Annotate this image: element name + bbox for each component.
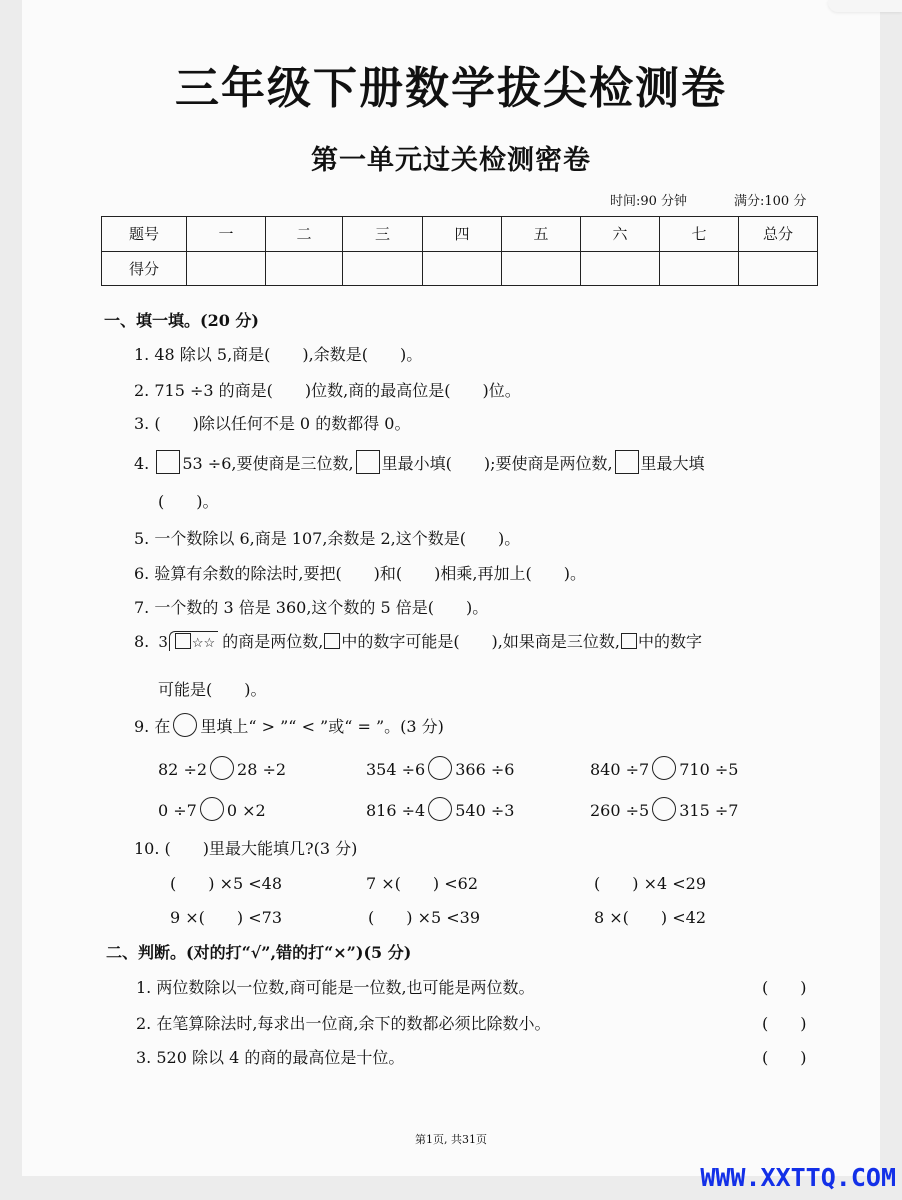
score-cell: 五 bbox=[502, 217, 581, 252]
watermark: WWW.XXTTQ.COM bbox=[700, 1163, 896, 1192]
score-cell: 题号 bbox=[102, 217, 187, 252]
compare-right: 540 ÷3 bbox=[455, 801, 515, 820]
compare-item bbox=[590, 756, 738, 780]
compare-left: 0 ÷7 bbox=[158, 801, 197, 820]
fill-item[interactable]: 9 ×( ) <73 bbox=[170, 908, 283, 927]
page-footer: 第1页, 共31页 bbox=[415, 1133, 487, 1146]
score-cell: 得分 bbox=[102, 251, 187, 286]
compare-circle[interactable] bbox=[652, 756, 676, 780]
score-input-cell[interactable] bbox=[423, 251, 502, 286]
compare-item bbox=[158, 756, 286, 780]
score-cell: 二 bbox=[266, 217, 343, 252]
compare-right: 710 ÷5 bbox=[679, 760, 739, 779]
division-bracket bbox=[169, 631, 218, 651]
question-4-continued: ( )。 bbox=[158, 492, 219, 511]
answer-box[interactable] bbox=[156, 450, 180, 474]
compare-left: 840 ÷7 bbox=[590, 760, 650, 779]
question-8 bbox=[134, 629, 702, 652]
fill-item[interactable]: ( ) ×4 <29 bbox=[594, 874, 707, 893]
compare-circle[interactable] bbox=[428, 756, 452, 780]
score-cell: 总分 bbox=[739, 217, 818, 252]
question-2: 2. 715 ÷3 的商是( )位数,商的最高位是( )位。 bbox=[134, 381, 521, 400]
judge-blank[interactable]: ( ) bbox=[762, 978, 807, 997]
digit-box-ref bbox=[324, 633, 340, 649]
score-cell: 四 bbox=[423, 217, 502, 252]
compare-circle[interactable] bbox=[200, 797, 224, 821]
judge-item: 1. 两位数除以一位数,商可能是一位数,也可能是两位数。 bbox=[136, 978, 535, 997]
question-9 bbox=[134, 713, 444, 737]
compare-item bbox=[590, 797, 738, 821]
question-6: 6. 验算有余数的除法时,要把( )和( )相乘,再加上( )。 bbox=[134, 564, 586, 583]
answer-box[interactable] bbox=[615, 450, 639, 474]
question-4 bbox=[134, 450, 705, 474]
page-subtitle: 第一单元过关检测密卷 bbox=[311, 145, 591, 176]
divisor: 3 bbox=[158, 633, 168, 651]
score-input-cell[interactable] bbox=[187, 251, 266, 286]
question-4-part-c: 里最大填 bbox=[640, 454, 705, 473]
score-table-score-row bbox=[102, 251, 818, 286]
section-1-heading: 一、填一填。(20 分) bbox=[104, 311, 259, 330]
compare-left: 82 ÷2 bbox=[158, 760, 208, 779]
question-3: 3. ( )除以任何不是 0 的数都得 0。 bbox=[134, 414, 411, 433]
question-8-part-b: 中的数字可能是( ),如果商是三位数, bbox=[341, 632, 620, 651]
compare-item bbox=[366, 797, 514, 821]
fill-item[interactable]: ( ) ×5 <48 bbox=[170, 874, 283, 893]
fill-item[interactable]: ( ) ×5 <39 bbox=[368, 908, 481, 927]
corner-tab bbox=[828, 0, 902, 12]
score-input-cell[interactable] bbox=[739, 251, 818, 286]
question-9-suffix: 里填上“ > ”“ < ”或“ = ”。(3 分) bbox=[200, 717, 444, 736]
digit-box[interactable] bbox=[175, 633, 191, 649]
question-4-part-a: 53 ÷6,要使商是三位数, bbox=[182, 454, 354, 473]
compare-right: 315 ÷7 bbox=[679, 801, 739, 820]
compare-circle[interactable] bbox=[652, 797, 676, 821]
question-10: 10. ( )里最大能填几?(3 分) bbox=[134, 839, 358, 858]
score-cell: 一 bbox=[187, 217, 266, 252]
judge-item: 3. 520 除以 4 的商的最高位是十位。 bbox=[136, 1048, 405, 1067]
compare-item bbox=[366, 756, 514, 780]
question-4-part-b: 里最小填( );要使商是两位数, bbox=[381, 454, 613, 473]
fill-item[interactable]: 7 ×( ) <62 bbox=[366, 874, 479, 893]
compare-item bbox=[158, 797, 266, 821]
compare-right: 366 ÷6 bbox=[455, 760, 515, 779]
page-title: 三年级下册数学拔尖检测卷 bbox=[175, 63, 727, 114]
score-input-cell[interactable] bbox=[660, 251, 739, 286]
compare-left: 816 ÷4 bbox=[366, 801, 426, 820]
question-8-continued: 可能是( )。 bbox=[158, 680, 267, 699]
compare-right: 28 ÷2 bbox=[237, 760, 287, 779]
exam-time: 时间:90 分钟 bbox=[610, 194, 688, 209]
score-table-header-row bbox=[102, 217, 818, 252]
score-input-cell[interactable] bbox=[266, 251, 343, 286]
compare-left: 260 ÷5 bbox=[590, 801, 650, 820]
star-icons: ☆☆ bbox=[191, 636, 216, 651]
judge-blank[interactable]: ( ) bbox=[762, 1048, 807, 1067]
question-5: 5. 一个数除以 6,商是 107,余数是 2,这个数是( )。 bbox=[134, 529, 521, 548]
question-7: 7. 一个数的 3 倍是 360,这个数的 5 倍是( )。 bbox=[134, 598, 489, 617]
question-number: 8. bbox=[134, 632, 150, 651]
question-9-prefix: 9. 在 bbox=[134, 717, 171, 736]
answer-box[interactable] bbox=[356, 450, 380, 474]
compare-circle-icon bbox=[173, 713, 197, 737]
score-cell: 六 bbox=[581, 217, 660, 252]
question-1: 1. 48 除以 5,商是( ),余数是( )。 bbox=[134, 345, 423, 364]
question-8-part-a: 的商是两位数, bbox=[222, 632, 324, 651]
compare-circle[interactable] bbox=[210, 756, 234, 780]
score-input-cell[interactable] bbox=[343, 251, 423, 286]
score-input-cell[interactable] bbox=[502, 251, 581, 286]
score-input-cell[interactable] bbox=[581, 251, 660, 286]
compare-right: 0 ×2 bbox=[226, 801, 266, 820]
long-division-symbol bbox=[158, 631, 218, 651]
score-cell: 七 bbox=[660, 217, 739, 252]
digit-box-ref bbox=[621, 633, 637, 649]
question-number: 4. bbox=[134, 454, 150, 473]
judge-blank[interactable]: ( ) bbox=[762, 1014, 807, 1033]
fill-item[interactable]: 8 ×( ) <42 bbox=[594, 908, 707, 927]
score-table bbox=[101, 216, 818, 286]
full-score: 满分:100 分 bbox=[734, 194, 807, 209]
compare-left: 354 ÷6 bbox=[366, 760, 426, 779]
score-cell: 三 bbox=[343, 217, 423, 252]
judge-item: 2. 在笔算除法时,每求出一位商,余下的数都必须比除数小。 bbox=[136, 1014, 551, 1033]
question-8-part-c: 中的数字 bbox=[637, 632, 702, 651]
section-2-heading: 二、判断。(对的打“√”,错的打“×”)(5 分) bbox=[106, 943, 412, 962]
compare-circle[interactable] bbox=[428, 797, 452, 821]
